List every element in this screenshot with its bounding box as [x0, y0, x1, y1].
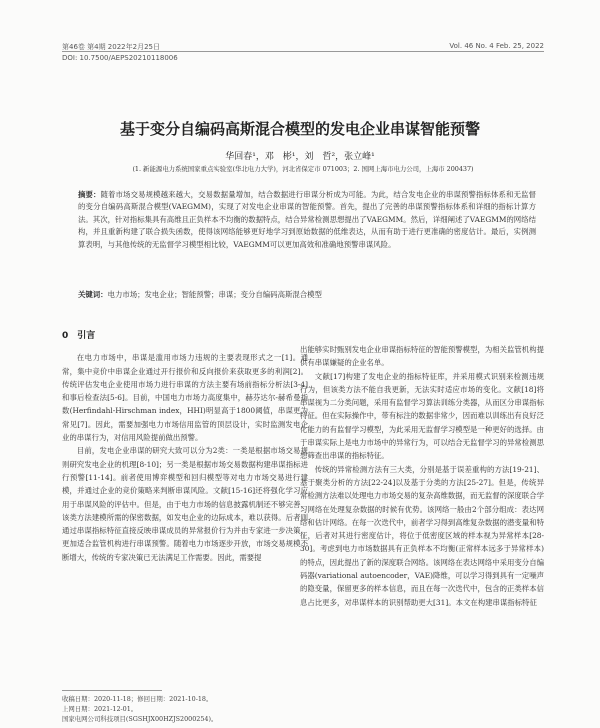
footnote-online: 上网日期：2021-12-01。	[62, 705, 138, 713]
doi-line: DOI: 10.7500/AEPS20210118006	[62, 54, 178, 62]
keywords	[78, 289, 536, 300]
right-paragraph-1: 出能够实时甄别发电企业串谋指标特征的智能预警模型，为相关监管机构提供有串谋嫌疑的企业名单。	[300, 345, 544, 368]
intro-paragraph-1: 在电力市场中，串谋是滥用市场力违规的主要表现形式之一[1]。通常，集中竞价中串谋企业通过开行报价和反向报价来获取更多的利润[2]。传统评估发电企业使用市场力进行串谋的方法主要有场前指标分析法[3-4]和事后检查法[5-6]。目前，中国电力市场力高度集中，赫芬达尔-赫希曼指数(Herfindahl-Hirschman index，HHI)明显高于1800阈值，串谋更为常见[7]。因此，需要加强电力市场信用监管的顶层设计，实时监测发电企业的串谋行为，对信用风险提前做出预警。	[62, 353, 308, 443]
right-paragraph-2: 文献[17]构建了发电企业的指标特征库，并采用模式识别来检测违规行为，但该类方法不能自我更新，无法实时适应市场的变化。文献[18]将串谋视为二分类问题，采用有监督学习算法训练分类器，从而区分串谋指标特征。但在实际操作中，带有标注的数据非常少，因而难以训练出有良好泛化能力的有监督学习模型，为此采用无监督学习模型是一种更好的选择。由于串谋实际上是电力市场中的异常行为，可以结合无监督学习的异常检测思想筛查出串谋的指标特征。	[300, 371, 544, 461]
abstract-label: 摘要：	[78, 190, 101, 199]
footnote-fund: 国家电网公司科技项目(SGSHJX00HZJS2000254)。	[62, 715, 218, 723]
keywords-text: 电力市场；发电企业；智能预警；串谋；变分自编码高斯混合模型	[107, 290, 322, 299]
right-column	[300, 343, 544, 609]
keywords-label: 关键词：	[78, 290, 108, 299]
paper-title: 基于变分自编码高斯混合模型的发电企业串谋智能预警	[119, 120, 480, 138]
right-paragraph-3: 传统的异常检测方法有三大类，分别是基于误差重构的方法[19-21]、基于聚类分析的方法[22-24]以及基于分类的方法[25-27]。但是，传统异常检测方法难以处理电力市场交易的复杂高维数据，而无监督的深度联合学习网络在处理复杂数据的时候有优势。该网络一般由2个部分组成：表达网络和估计网络。在每一次迭代中，前者学习得到高维复杂数据的潜变量和特征，后者对其进行密度估计，将位于低密度区域的样本视为异常样本[28-30]。考虑到电力市场数据具有正负样本不均衡(正常样本远多于异常样本)的特点，因此提出了新的深度联合网络。该网络在表达网络中采用变分自编码器(variational autoencoder，VAE)降维，可以学习得到具有一定噪声的隐变量，保留更多的样本信息，而且在每一次迭代中，包含的正类样本信息占比更多，对串谋样本的识别帮助更大[31]。本文在构建串谋指标特征	[300, 464, 544, 607]
affiliation: (1. 新能源电力系统国家重点实验室(华北电力大学)，河北省保定市 071003；2. 国网上海市电力公司，上海市 200437)	[132, 165, 474, 173]
footnote-received: 收稿日期：2020-11-18；修回日期：2021-10-18。	[62, 695, 213, 703]
journal-volume-header: Vol. 46 No. 4 Feb. 25, 2022	[449, 42, 544, 50]
abstract-text: 随着市场交易规模越来越大，交易数据量增加，结合数据进行串谋分析成为可能。为此，结合发电企业的串谋预警指标体系和无监督的变分自编码高斯混合模型(VAEGMM)，实现了对发电企业串谋的智能预警。首先，提出了完善的串谋预警指标体系和详细的指标计算方法。其次，针对指标集具有高维且正负样本不均衡的数据特点，结合异常检测思想提出了VAEGMM。然后，详细阐述了VAEGMM的网络结构，并且重新构建了联合损失函数，使得该网络能够更好地学习到原始数据的低维表达，从而有助于进行更准确的密度估计。最后，实例测算表明，与其他传统的无监督学习模型相比较，VAEGMM可以更加高效和准确地预警串谋风险。	[78, 190, 536, 249]
left-column	[62, 330, 308, 564]
author-list: 华回春¹，邓 彬¹，刘 哲²，张立峰¹	[225, 152, 375, 162]
abstract	[78, 189, 536, 251]
header-rule	[62, 51, 544, 52]
journal-issue-header: 第46卷 第4期 2022年2月25日	[62, 43, 160, 51]
intro-paragraph-2: 目前，发电企业串谋的研究大致可以分为2类：一类是根据市场交易规则研究发电企业的机理[8-10]；另一类是根据市场交易数据构建串谋指标进行预警[11-14]。前者使用博弈模型和回归模型等对电力市场交易进行建模，并通过企业的竞价策略来判断串谋风险。文献[15-16]还将强化学习应用于串谋风险的评估中。但是，由于电力市场的信息披露机制还不够完善，该类方法建模所需的保密数据，如发电企业的边际成本，难以获得。后者则通过串谋指标特征直接反映串谋成员的异常报价行为并由专家进一步决策，更加适合监管机构进行串谋预警。随着电力市场逐步开放，市场交易规模不断增大，传统的专家决策已无法满足工作需要。因此，需要提	[62, 446, 308, 562]
footnote-rule	[62, 690, 162, 691]
section-heading-intro: 0 引言	[62, 331, 96, 341]
